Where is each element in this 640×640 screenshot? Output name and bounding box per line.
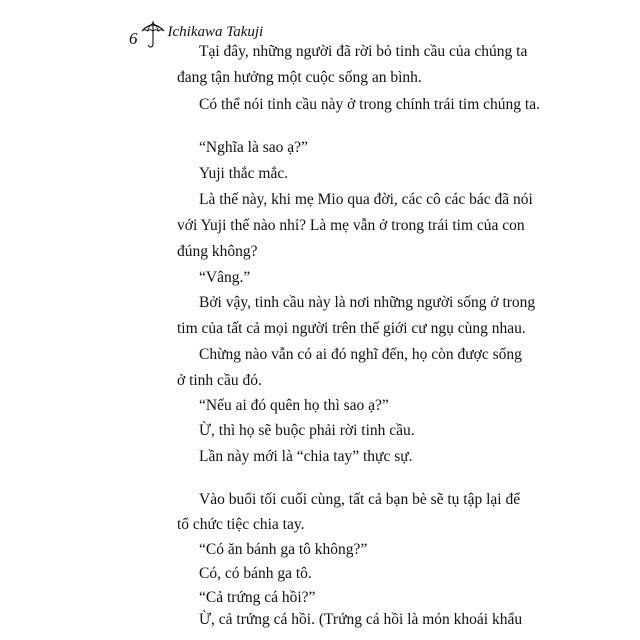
text-line: “Vâng.” <box>199 269 251 286</box>
text-line: Vào buổi tối cuối cùng, tất cả bạn bè sẽ tụ tập lại để <box>199 491 521 508</box>
text-line: đang tận hưởng một cuộc sống an bình. <box>177 69 422 86</box>
author-name: Ichikawa Takuji <box>167 24 264 40</box>
text-line: với Yuji thế nào nhỉ? Là mẹ vẫn ở trong trái tim của con <box>177 217 525 234</box>
text-line: đúng không? <box>177 243 258 260</box>
text-line: Tại đây, những người đã rời bỏ tinh cầu của chúng ta <box>199 43 528 60</box>
umbrella-icon <box>140 18 166 48</box>
text-line: Bởi vậy, tinh cầu này là nơi những người sống ở trong <box>199 294 536 311</box>
text-line: Chừng nào vẫn có ai đó nghĩ đến, họ còn được sống <box>199 346 522 363</box>
text-line: Ừ, cả trứng cá hồi. (Trứng cá hồi là món khoái khẩu <box>199 611 523 628</box>
text-line: ở tinh cầu đó. <box>177 372 262 389</box>
text-line: Là thế này, khi mẹ Mio qua đời, các cô các bác đã nói <box>199 191 533 208</box>
text-line: “Cả trứng cá hồi?” <box>199 589 316 606</box>
text-line: Ừ, thì họ sẽ buộc phải rời tinh cầu. <box>199 422 415 439</box>
page-number: 6 <box>129 29 138 48</box>
text-line: Yuji thắc mắc. <box>199 165 289 182</box>
text-line: Lần này mới là “chia tay” thực sự. <box>199 448 413 465</box>
text-line: Có thể nói tinh cầu này ở trong chính trái tim chúng ta. <box>199 96 540 113</box>
text-line: tổ chức tiệc chia tay. <box>177 516 305 533</box>
text-line: Có, có bánh ga tô. <box>199 565 312 582</box>
text-line: “Nghĩa là sao ạ?” <box>199 139 308 156</box>
text-line: “Nếu ai đó quên họ thì sao ạ?” <box>199 397 389 414</box>
text-line: tim của tất cả mọi người trên thế giới cư ngụ cùng nhau. <box>177 320 526 337</box>
text-line: “Có ăn bánh ga tô không?” <box>199 541 368 558</box>
